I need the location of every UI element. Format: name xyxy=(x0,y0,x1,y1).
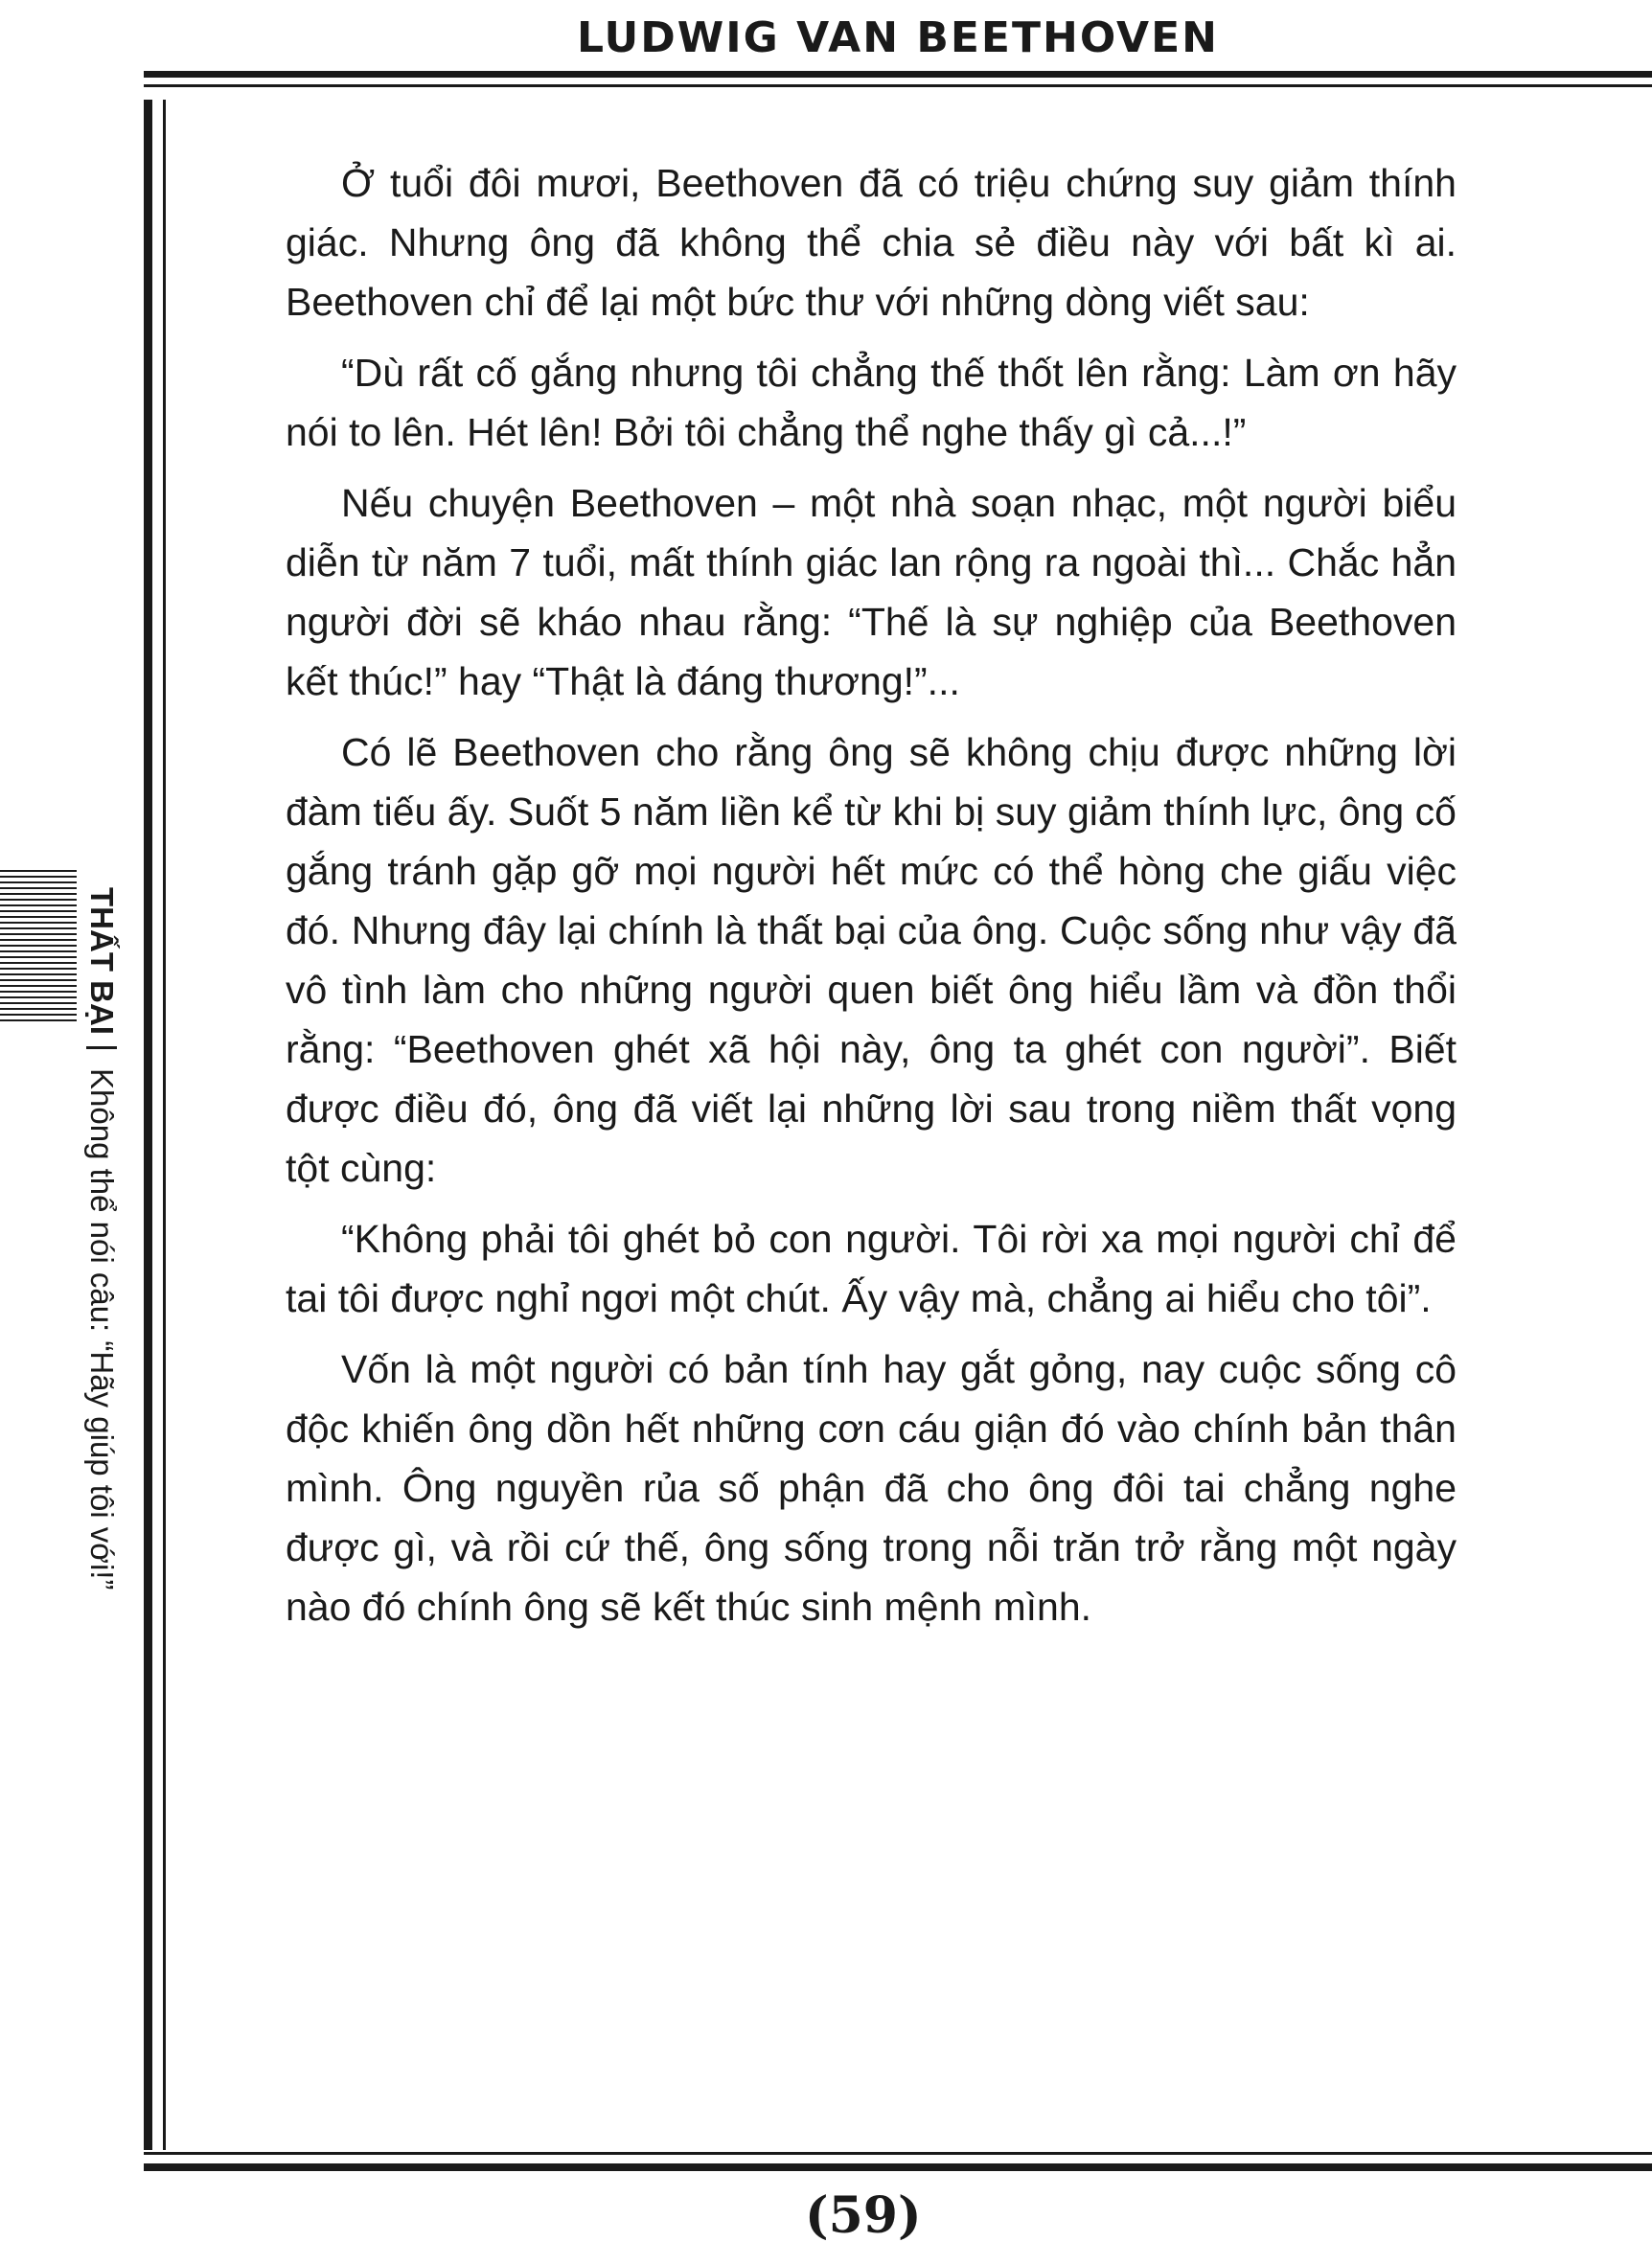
header-rule-thick xyxy=(144,71,1652,78)
header-rule-thin xyxy=(144,84,1652,87)
page-number: (59) xyxy=(805,2186,922,2245)
side-chapter-divider xyxy=(86,1046,117,1049)
footer-rule-thin xyxy=(144,2152,1652,2155)
left-rule-thick xyxy=(144,100,152,2150)
running-head-title: LUDWIG VAN BEETHOVEN xyxy=(577,13,1219,62)
paragraph: “Không phải tôi ghét bỏ con người. Tôi rời xa mọi người chỉ để tai tôi được nghỉ ngơi một chút. Ấy vậy mà, chẳng ai hiểu cho tôi”. xyxy=(286,1217,1457,1320)
side-tab-stripes xyxy=(0,870,77,1023)
side-chapter-label: THẤT BẠI xyxy=(80,883,123,1039)
paragraph: Nếu chuyện Beethoven – một nhà soạn nhạc, một người biểu diễn từ năm 7 tuổi, mất thính giác lan rộng ra ngoài thì... Chắc hẳn người đời sẽ kháo nhau rằng: “Thế là sự nghiệp của Beethoven kết thúc!” hay “Thật là đáng thương!”... xyxy=(286,481,1457,703)
left-rule-thin xyxy=(163,100,166,2150)
body-text xyxy=(286,153,1457,1648)
paragraph: “Dù rất cố gắng nhưng tôi chẳng thế thốt lên rằng: Làm ơn hãy nói to lên. Hét lên! Bởi tôi chẳng thể nghe thấy gì cả...!” xyxy=(286,351,1457,454)
side-chapter-tab xyxy=(0,870,128,2133)
side-chapter-title: Không thể nói câu: “Hãy giúp tôi với!” xyxy=(84,1067,120,1590)
side-chapter-text xyxy=(80,883,123,1590)
paragraph: Có lẽ Beethoven cho rằng ông sẽ không chịu được những lời đàm tiếu ấy. Suốt 5 năm liền kể từ khi bị suy giảm thính lực, ông cố gắng tránh gặp gỡ mọi người hết mức có thể hòng che giấu việc đó. Nhưng đây lại chính là thất bại của ông. Cuộc sống như vậy đã vô tình làm cho những người quen biết ông hiểu lầm và đồn thổi rằng: “Beethoven ghét xã hội này, ông ta ghét con người”. Biết được điều đó, ông đã viết lại những lời sau trong niềm thất vọng tột cùng: xyxy=(286,730,1457,1190)
paragraph: Vốn là một người có bản tính hay gắt gỏng, nay cuộc sống cô độc khiến ông dồn hết những cơn cáu giận đó vào chính bản thân mình. Ông nguyền rủa số phận đã cho ông đôi tai chẳng nghe được gì, và rồi cứ thế, ông sống trong nỗi trăn trở rằng một ngày nào đó chính ông sẽ kết thúc sinh mệnh mình. xyxy=(286,1347,1457,1629)
footer-rule-thick xyxy=(144,2163,1652,2171)
paragraph: Ở tuổi đôi mươi, Beethoven đã có triệu chứng suy giảm thính giác. Nhưng ông đã không thể chia sẻ điều này với bất kì ai. Beethoven chỉ để lại một bức thư với những dòng viết sau: xyxy=(286,161,1457,324)
